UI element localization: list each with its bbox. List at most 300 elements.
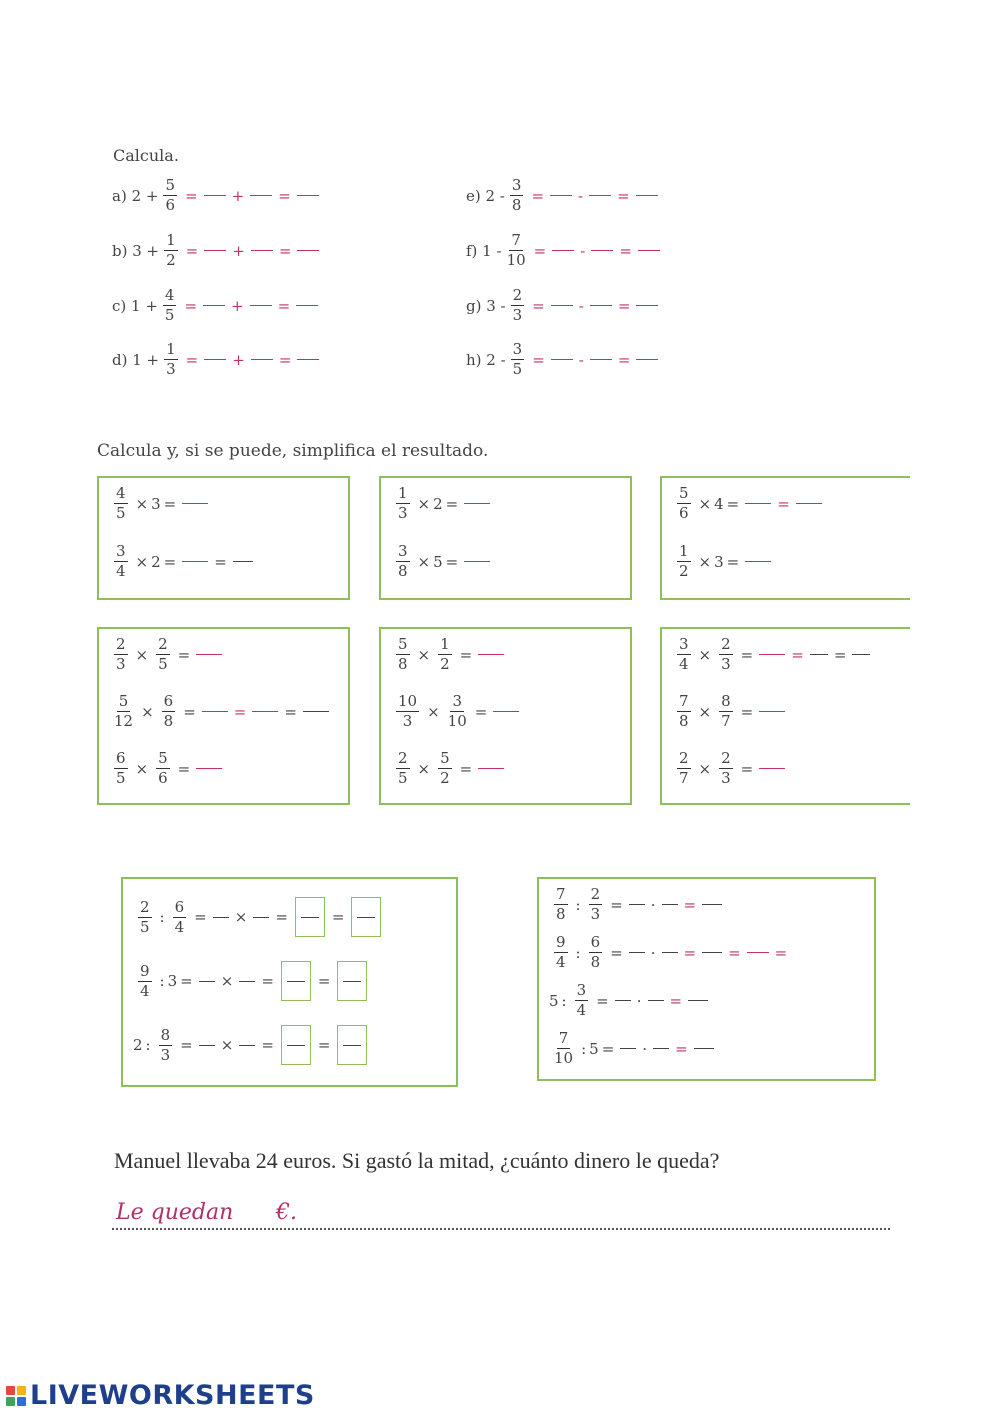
- fraction: [438, 751, 452, 786]
- exercise-label: g) 3 -: [466, 296, 506, 315]
- numerator: 8: [721, 692, 731, 710]
- times-sign: ×: [135, 759, 149, 778]
- denominator: 5: [116, 504, 126, 522]
- answer-blank[interactable]: [648, 1000, 664, 1001]
- answer-blank[interactable]: [196, 768, 222, 769]
- fraction: [719, 751, 733, 786]
- exercise-row: [112, 288, 321, 323]
- numerator: 1: [166, 340, 176, 358]
- fraction: [173, 897, 187, 936]
- numerator: 5: [679, 484, 689, 502]
- equals-sign: =: [163, 494, 177, 513]
- denominator: 5: [116, 769, 126, 787]
- fraction: [114, 751, 128, 786]
- denominator: 8: [679, 712, 689, 730]
- divide-sign: :: [575, 943, 581, 962]
- equals-sign: =: [617, 186, 630, 205]
- answer-blank[interactable]: [464, 503, 490, 504]
- numerator: 5: [398, 635, 408, 653]
- answer-blank[interactable]: [759, 768, 785, 769]
- answer-blank[interactable]: [196, 654, 222, 655]
- result-box[interactable]: [337, 1025, 367, 1065]
- divide-sign: :: [145, 1036, 151, 1054]
- equals-sign: =: [185, 241, 199, 260]
- equals-sign: =: [180, 972, 193, 990]
- multiplication-row: [109, 637, 225, 672]
- answer-blank[interactable]: [250, 195, 272, 196]
- fraction: [156, 637, 170, 672]
- answer-blank[interactable]: [662, 952, 678, 953]
- dot-sign: ·: [650, 943, 656, 962]
- times-sign: ×: [698, 645, 712, 664]
- division-row: [133, 1025, 371, 1065]
- answer-blank[interactable]: [590, 359, 612, 360]
- answer-blank[interactable]: [287, 1045, 305, 1046]
- denominator: 4: [679, 655, 689, 673]
- denominator: 5: [140, 917, 150, 936]
- multiplication-row: [109, 544, 256, 579]
- numerator: 4: [164, 286, 175, 304]
- times-sign: ×: [220, 1036, 234, 1054]
- fraction: [677, 544, 691, 579]
- denominator: 4: [116, 562, 126, 580]
- equals-sign: =: [284, 702, 297, 721]
- equals-sign: =: [317, 1036, 331, 1054]
- answer-blank[interactable]: [550, 195, 572, 196]
- numerator: 3: [398, 542, 408, 560]
- answer-blank[interactable]: [202, 711, 228, 712]
- answer-blank[interactable]: [250, 305, 272, 306]
- equals-sign: =: [833, 645, 847, 664]
- answer-blank[interactable]: [296, 305, 318, 306]
- fraction: [511, 342, 525, 377]
- denominator: 4: [576, 1001, 587, 1019]
- equals-sign: =: [726, 494, 740, 513]
- fraction: [511, 288, 525, 323]
- answer-blank[interactable]: [702, 904, 722, 905]
- answer-prefix: Le quedan: [116, 1200, 234, 1225]
- numerator: 5: [118, 692, 129, 710]
- answer-blank[interactable]: [688, 1000, 708, 1001]
- fraction: [677, 694, 691, 729]
- operator: +: [232, 241, 245, 260]
- answer-blank[interactable]: [204, 359, 226, 360]
- multiplication-row: [672, 486, 825, 521]
- numerator: 2: [158, 635, 168, 653]
- division-row: [133, 897, 385, 937]
- equals-sign: =: [261, 972, 274, 990]
- integer: 5: [549, 991, 559, 1010]
- answer-blank[interactable]: [759, 654, 785, 655]
- exercise-label: h) 2 -: [466, 350, 506, 369]
- equals-sign: =: [185, 186, 198, 205]
- denominator: 8: [163, 712, 174, 730]
- equals-sign: =: [675, 1039, 688, 1058]
- fraction: [114, 544, 128, 579]
- denominator: 5: [512, 360, 523, 378]
- dot-sign: ·: [636, 991, 642, 1010]
- equals-sign: =: [278, 350, 292, 369]
- denominator: 8: [511, 196, 522, 214]
- answer-blank[interactable]: [297, 195, 319, 196]
- equals-sign: =: [610, 895, 623, 914]
- fraction: [510, 178, 524, 213]
- exercise-row: [466, 288, 661, 323]
- answer-blank[interactable]: [239, 1045, 255, 1046]
- fraction: [677, 637, 691, 672]
- answer-blank[interactable]: [203, 305, 225, 306]
- fraction: [156, 751, 170, 786]
- equals-sign: =: [185, 350, 199, 369]
- multiplication-row: [672, 637, 873, 672]
- integer: 3: [714, 552, 724, 571]
- equals-sign: =: [774, 943, 788, 962]
- answer-blank[interactable]: [591, 250, 613, 251]
- answer-blank[interactable]: [213, 917, 229, 918]
- answer-blank[interactable]: [301, 917, 319, 918]
- fraction: [163, 288, 177, 323]
- equals-sign: =: [275, 908, 288, 926]
- operator: +: [231, 296, 244, 315]
- answer-blank[interactable]: [478, 654, 504, 655]
- denominator: 6: [679, 504, 689, 522]
- integer: 4: [714, 494, 724, 513]
- equals-sign: =: [317, 972, 331, 990]
- equals-sign: =: [683, 895, 697, 914]
- equals-sign: =: [445, 494, 459, 513]
- integer: 2: [151, 552, 161, 571]
- numerator: 2: [398, 749, 408, 767]
- equals-sign: =: [532, 296, 545, 315]
- result-box[interactable]: [295, 897, 325, 937]
- fraction: [438, 637, 452, 672]
- fraction: [396, 751, 410, 786]
- section1-title: Calcula.: [113, 146, 179, 165]
- liveworksheets-logo[interactable]: [6, 1380, 315, 1411]
- divide-sign: :: [159, 908, 165, 926]
- answer-blank[interactable]: [182, 503, 208, 504]
- exercise-label: d) 1 +: [112, 350, 160, 369]
- fraction: [575, 983, 589, 1018]
- equals-sign: =: [277, 296, 291, 315]
- answer-blank[interactable]: [796, 503, 822, 504]
- denominator: 8: [398, 562, 408, 580]
- multiplication-box: [660, 627, 910, 805]
- answer-blank[interactable]: [478, 768, 504, 769]
- fraction: [164, 233, 178, 268]
- numerator: 3: [512, 340, 523, 358]
- answer-blank[interactable]: [615, 1000, 631, 1001]
- equals-sign: =: [459, 645, 473, 664]
- equals-sign: =: [617, 296, 631, 315]
- answer-blank[interactable]: [239, 981, 255, 982]
- denominator: 2: [440, 769, 450, 787]
- fraction: [159, 1025, 173, 1064]
- numerator: 5: [158, 749, 168, 767]
- equals-sign: =: [617, 350, 631, 369]
- multiplication-row: [109, 486, 211, 521]
- denominator: 12: [114, 712, 134, 730]
- equals-sign: =: [740, 702, 754, 721]
- denominator: 3: [398, 504, 408, 522]
- integer: 2: [133, 1036, 143, 1054]
- numerator: 2: [721, 749, 731, 767]
- equals-sign: =: [184, 296, 198, 315]
- answer-blank[interactable]: [343, 981, 361, 982]
- multiplication-row: [391, 694, 522, 729]
- denominator: 4: [140, 981, 150, 1000]
- answer-blank[interactable]: [702, 952, 722, 953]
- denominator: 8: [556, 905, 566, 923]
- times-sign: ×: [417, 494, 431, 513]
- answer-blank[interactable]: [297, 250, 319, 251]
- answer-blank[interactable]: [759, 711, 785, 712]
- answer-blank[interactable]: [287, 981, 305, 982]
- answer-blank[interactable]: [852, 654, 870, 655]
- denominator: 4: [556, 953, 566, 971]
- word-problem: Manuel llevaba 24 euros. Si gastó la mitad, ¿cuánto dinero le queda?: [114, 1148, 720, 1173]
- equals-sign: =: [610, 943, 623, 962]
- answer-blank[interactable]: [253, 917, 269, 918]
- division-box-right: [537, 877, 876, 1081]
- answer-blank[interactable]: [204, 195, 226, 196]
- equals-sign: =: [740, 759, 754, 778]
- exercise-row: [112, 178, 322, 213]
- answer-blank[interactable]: [745, 503, 771, 504]
- numerator: 3: [511, 176, 522, 194]
- answer-blank[interactable]: [343, 1045, 361, 1046]
- times-sign: ×: [698, 552, 712, 571]
- exercise-label: c) 1 +: [112, 296, 158, 315]
- equals-sign: =: [331, 908, 345, 926]
- operator: -: [580, 241, 586, 260]
- fraction: [589, 935, 603, 970]
- numerator: 1: [398, 484, 408, 502]
- multiplication-box: [97, 627, 350, 805]
- divide-sign: :: [561, 991, 567, 1010]
- answer-line[interactable]: [112, 1200, 890, 1230]
- equals-sign: =: [669, 991, 683, 1010]
- denominator: 3: [721, 655, 731, 673]
- denominator: 3: [116, 655, 126, 673]
- division-row: [549, 1031, 717, 1066]
- denominator: 3: [166, 360, 176, 378]
- fraction: [138, 961, 152, 1000]
- fraction: [396, 694, 419, 729]
- multiplication-row: [109, 751, 225, 786]
- division-row: [549, 983, 711, 1018]
- answer-blank[interactable]: [357, 917, 375, 918]
- multiplication-row: [672, 544, 774, 579]
- times-sign: ×: [135, 494, 149, 513]
- exercise-row: [112, 233, 322, 268]
- result-box[interactable]: [281, 1025, 311, 1065]
- answer-blank[interactable]: [551, 305, 573, 306]
- equals-sign: =: [233, 702, 247, 721]
- division-row: [549, 935, 790, 970]
- multiplication-box: [660, 476, 910, 600]
- multiplication-row: [672, 694, 788, 729]
- equals-sign: =: [683, 943, 697, 962]
- denominator: 2: [679, 562, 689, 580]
- multiplication-box: [379, 627, 632, 805]
- answer-blank[interactable]: [297, 359, 319, 360]
- equals-sign: =: [791, 645, 804, 664]
- answer-blank[interactable]: [551, 359, 573, 360]
- answer-blank[interactable]: [199, 1045, 215, 1046]
- fraction: [554, 887, 568, 922]
- answer-blank[interactable]: [590, 305, 612, 306]
- result-box[interactable]: [281, 961, 311, 1001]
- times-sign: ×: [135, 645, 149, 664]
- dot-sign: ·: [642, 1039, 648, 1058]
- numerator: 8: [160, 1025, 171, 1044]
- equals-sign: =: [261, 1036, 274, 1054]
- numerator: 3: [452, 692, 462, 710]
- multiplication-row: [391, 751, 507, 786]
- denominator: 4: [174, 917, 185, 936]
- denominator: 8: [398, 655, 408, 673]
- answer-blank[interactable]: [251, 250, 273, 251]
- times-sign: ×: [234, 908, 248, 926]
- fraction: [677, 486, 691, 521]
- numerator: 7: [511, 231, 521, 249]
- answer-blank[interactable]: [233, 561, 253, 562]
- fraction: [114, 694, 133, 729]
- answer-blank[interactable]: [252, 711, 278, 712]
- times-sign: ×: [141, 702, 154, 721]
- denominator: 8: [590, 953, 601, 971]
- equals-sign: =: [601, 1039, 615, 1058]
- equals-sign: =: [278, 241, 292, 260]
- answer-blank[interactable]: [199, 981, 215, 982]
- equals-sign: =: [459, 759, 473, 778]
- divide-sign: :: [575, 895, 581, 914]
- section2-title: Calcula y, si se puede, simplifica el resultado.: [97, 441, 489, 461]
- equals-sign: =: [619, 241, 632, 260]
- answer-blank[interactable]: [745, 561, 771, 562]
- result-box[interactable]: [337, 961, 367, 1001]
- answer-blank[interactable]: [493, 711, 519, 712]
- integer: 5: [589, 1039, 599, 1058]
- times-sign: ×: [417, 759, 431, 778]
- numerator: 1: [166, 231, 176, 249]
- answer-blank[interactable]: [694, 1048, 714, 1049]
- answer-blank[interactable]: [303, 711, 329, 712]
- answer-blank[interactable]: [810, 654, 828, 655]
- integer: 3: [151, 494, 161, 513]
- numerator: 10: [398, 692, 418, 710]
- fraction: [719, 694, 733, 729]
- times-sign: ×: [220, 972, 234, 990]
- multiplication-row: [391, 486, 493, 521]
- fraction: [719, 637, 733, 672]
- exercise-label: a) 2 +: [112, 186, 159, 205]
- times-sign: ×: [417, 552, 431, 571]
- equals-sign: =: [177, 759, 191, 778]
- fraction: [162, 694, 176, 729]
- multiplication-box: [97, 476, 350, 600]
- fraction: [507, 233, 526, 268]
- answer-blank[interactable]: [636, 195, 658, 196]
- fraction: [164, 342, 178, 377]
- fraction: [114, 637, 128, 672]
- fraction: [396, 544, 410, 579]
- exercise-label: b) 3 +: [112, 241, 160, 260]
- answer-blank[interactable]: [589, 195, 611, 196]
- equals-sign: =: [278, 186, 291, 205]
- integer: 2: [433, 494, 443, 513]
- numerator: 1: [679, 542, 689, 560]
- answer-blank[interactable]: [251, 359, 273, 360]
- equals-sign: =: [183, 702, 196, 721]
- fraction: [589, 887, 603, 922]
- fraction: [114, 486, 128, 521]
- denominator: 3: [590, 905, 601, 923]
- answer-blank[interactable]: [464, 561, 490, 562]
- exercise-row: [112, 342, 322, 377]
- divide-sign: :: [581, 1039, 587, 1058]
- numerator: 9: [140, 961, 150, 980]
- numerator: 2: [512, 286, 523, 304]
- equals-sign: =: [596, 991, 609, 1010]
- denominator: 5: [164, 306, 175, 324]
- answer-blank[interactable]: [629, 952, 645, 953]
- multiplication-row: [391, 637, 507, 672]
- answer-blank[interactable]: [636, 305, 658, 306]
- answer-blank[interactable]: [629, 904, 645, 905]
- answer-blank[interactable]: [552, 250, 574, 251]
- operator: +: [231, 186, 245, 205]
- numerator: 5: [165, 176, 175, 194]
- answer-blank[interactable]: [747, 952, 769, 953]
- numerator: 6: [590, 933, 601, 951]
- equals-sign: =: [214, 552, 227, 571]
- denominator: 3: [402, 712, 413, 730]
- multiplication-row: [672, 751, 788, 786]
- answer-blank[interactable]: [636, 359, 658, 360]
- fraction: [677, 751, 691, 786]
- denominator: 10: [506, 251, 526, 269]
- equals-sign: =: [194, 908, 207, 926]
- equals-sign: =: [532, 350, 545, 369]
- operator: +: [232, 350, 245, 369]
- answer-blank[interactable]: [182, 561, 208, 562]
- answer-blank[interactable]: [653, 1048, 669, 1049]
- operator: -: [578, 186, 584, 205]
- numerator: 7: [558, 1029, 569, 1047]
- result-box[interactable]: [351, 897, 381, 937]
- equals-sign: =: [180, 1036, 193, 1054]
- integer: 5: [433, 552, 443, 571]
- divide-sign: :: [159, 972, 165, 990]
- exercise-row: [466, 342, 661, 377]
- denominator: 7: [721, 712, 731, 730]
- answer-blank[interactable]: [638, 250, 660, 251]
- answer-blank[interactable]: [662, 904, 678, 905]
- integer: 3: [167, 972, 178, 990]
- fraction: [163, 178, 177, 213]
- answer-blank[interactable]: [620, 1048, 636, 1049]
- multiplication-row: [109, 694, 332, 729]
- answer-blank[interactable]: [204, 250, 226, 251]
- denominator: 10: [554, 1049, 574, 1067]
- equals-sign: =: [728, 943, 741, 962]
- numerator: 3: [576, 981, 587, 999]
- times-sign: ×: [427, 702, 440, 721]
- fraction: [554, 1031, 573, 1066]
- exercise-row: [466, 178, 661, 213]
